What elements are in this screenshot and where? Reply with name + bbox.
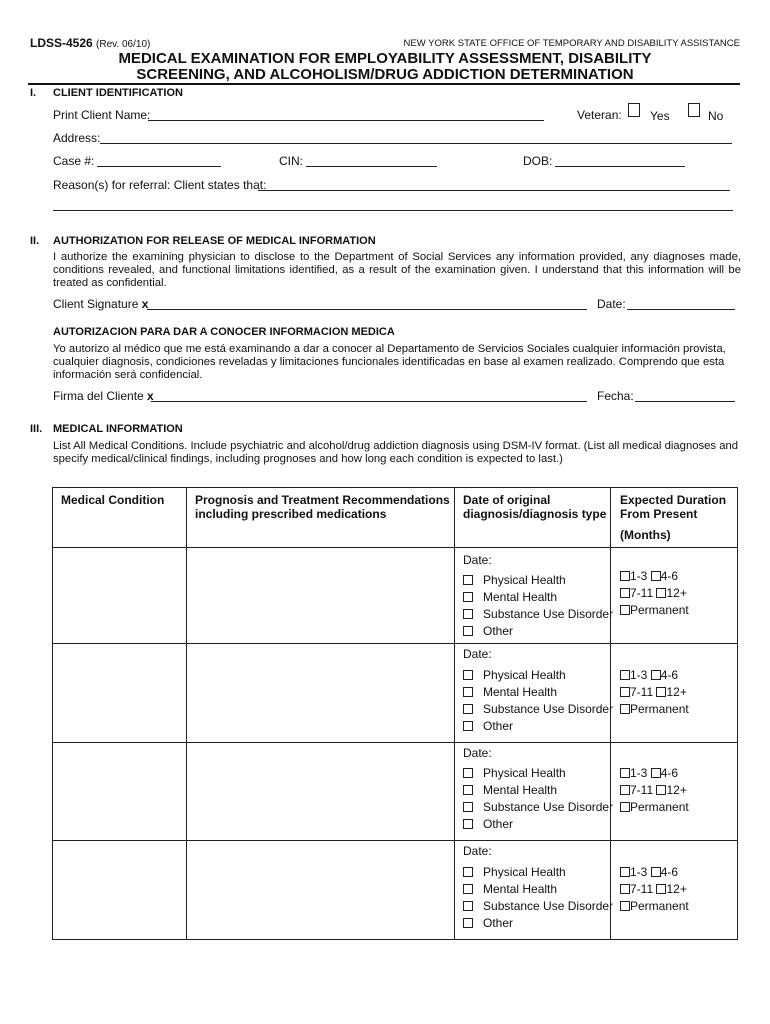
client-signature-text: Client Signature (53, 297, 139, 311)
col-header-duration-line1: Expected Duration (620, 493, 727, 507)
other-label: Other (483, 719, 514, 733)
dob-field[interactable] (555, 166, 685, 167)
veteran-yes-label: Yes (650, 109, 670, 123)
section3-title: MEDICAL INFORMATION (53, 423, 183, 435)
duration-permanent-label: Permanent (630, 702, 689, 716)
spanish-signature-label (53, 389, 154, 403)
other-label: Other (483, 916, 514, 930)
mental-health-label: Mental Health (483, 882, 558, 896)
veteran-label: Veteran: (577, 108, 622, 122)
duration-1-3-checkbox[interactable] (620, 768, 630, 778)
spanish-auth-title: AUTORIZACION PARA DAR A CONOCER INFORMACION MEDICA (53, 326, 395, 338)
duration-permanent-label: Permanent (630, 800, 689, 814)
duration-options (620, 568, 689, 619)
substance-use-label: Substance Use Disorder (483, 899, 614, 913)
col-header-duration-line3: (Months) (620, 528, 671, 542)
medical-condition-cell[interactable] (53, 743, 185, 839)
diagnosis-date-label: Date: (463, 844, 492, 858)
physical-health-checkbox[interactable] (463, 670, 473, 680)
authorization-text: I authorize the examining physician to disclose to the Department of Social Services any information provided, any diagnoses made, conditions revealed, and functional limitations identified, as a result of the examination given. I understand that this information will be treated as confidential. (53, 251, 741, 290)
duration-7-11-label: 7-11 (630, 685, 654, 699)
substance-use-label: Substance Use Disorder (483, 607, 614, 621)
client-name-field[interactable] (148, 120, 544, 121)
diagnosis-date-label: Date: (463, 746, 492, 760)
col-header-medical-condition: Medical Condition (61, 493, 165, 507)
medical-condition-cell[interactable] (53, 644, 185, 741)
col-header-diagnosis-line1: Date of original (463, 493, 551, 507)
reason-field-line1[interactable] (258, 190, 730, 191)
duration-1-3-label: 1-3 (630, 766, 648, 780)
prognosis-cell[interactable] (187, 644, 453, 741)
prognosis-cell[interactable] (187, 548, 453, 642)
other-checkbox[interactable] (463, 819, 473, 829)
duration-4-6-label: 4-6 (660, 766, 679, 780)
address-field[interactable] (100, 143, 732, 144)
section1-title: CLIENT IDENTIFICATION (53, 87, 183, 99)
duration-4-6-checkbox[interactable] (651, 867, 661, 877)
spanish-date-field[interactable] (635, 401, 735, 402)
medical-condition-cell[interactable] (53, 548, 185, 642)
spanish-signature-field[interactable] (151, 401, 587, 402)
duration-1-3-label: 1-3 (630, 668, 648, 682)
duration-permanent-checkbox[interactable] (620, 802, 630, 812)
address-label: Address: (53, 131, 101, 145)
mental-health-checkbox[interactable] (463, 785, 473, 795)
spanish-auth-text: Yo autorizo al médico que me está examinando a dar a conocer al Departamento de Servicios Sociales cualquier información provista, cualquier diagnosis, condiciones reveladas y limitaciones funcionales identificadas en base al examen realizado. Comprendo que esta información será confidencial. (53, 343, 726, 382)
duration-7-11-checkbox[interactable] (620, 785, 630, 795)
spanish-x-mark: x (147, 389, 154, 403)
diagnosis-types (463, 667, 613, 735)
dob-label: DOB: (523, 154, 553, 168)
mental-health-checkbox[interactable] (463, 687, 473, 697)
diagnosis-types (463, 765, 613, 833)
client-signature-label (53, 297, 148, 311)
form-id (30, 36, 150, 50)
substance-use-checkbox[interactable] (463, 802, 473, 812)
spanish-date-label: Fecha: (597, 389, 634, 403)
duration-12-plus-label: 12+ (666, 882, 687, 896)
other-checkbox[interactable] (463, 721, 473, 731)
client-signature-field[interactable] (147, 309, 587, 310)
duration-7-11-checkbox[interactable] (620, 687, 630, 697)
duration-7-11-label: 7-11 (630, 586, 654, 600)
duration-12-plus-label: 12+ (666, 685, 687, 699)
col-header-duration-line2: From Present (620, 507, 698, 521)
duration-permanent-checkbox[interactable] (620, 901, 630, 911)
date-field[interactable] (627, 309, 735, 310)
duration-12-plus-label: 12+ (666, 783, 687, 797)
spanish-signature-text: Firma del Cliente (53, 389, 144, 403)
form-revision: (Rev. 06/10) (96, 39, 151, 50)
duration-7-11-checkbox[interactable] (620, 884, 630, 894)
col-header-prognosis-line2: including prescribed medications (195, 507, 387, 521)
physical-health-checkbox[interactable] (463, 575, 473, 585)
diagnosis-date-label: Date: (463, 647, 492, 661)
duration-12-plus-checkbox[interactable] (656, 884, 666, 894)
veteran-yes-checkbox[interactable] (628, 103, 640, 117)
duration-1-3-label: 1-3 (630, 865, 648, 879)
veteran-no-label: No (708, 109, 724, 123)
col-header-prognosis-line1: Prognosis and Treatment Recommendations (195, 493, 450, 507)
substance-use-label: Substance Use Disorder (483, 702, 614, 716)
diagnosis-date-label: Date: (463, 553, 492, 567)
other-checkbox[interactable] (463, 918, 473, 928)
cin-field[interactable] (306, 166, 437, 167)
reason-field-line2[interactable] (53, 210, 733, 211)
col-header-prognosis (195, 493, 450, 521)
duration-options (620, 667, 689, 718)
duration-1-3-checkbox[interactable] (620, 867, 630, 877)
physical-health-label: Physical Health (483, 865, 566, 879)
section3-number: III. (30, 423, 43, 435)
client-name-label: Print Client Name: (53, 108, 151, 122)
col-header-duration (620, 493, 726, 542)
prognosis-cell[interactable] (187, 743, 453, 839)
prognosis-cell[interactable] (187, 841, 453, 939)
agency-name: NEW YORK STATE OFFICE OF TEMPORARY AND DISABILITY ASSISTANCE (403, 38, 740, 49)
physical-health-label: Physical Health (483, 766, 566, 780)
signature-x-mark: x (141, 297, 149, 311)
duration-permanent-checkbox[interactable] (620, 704, 630, 714)
section2-number: II. (30, 235, 40, 247)
substance-use-checkbox[interactable] (463, 704, 473, 714)
duration-4-6-checkbox[interactable] (651, 768, 661, 778)
section1-number: I. (30, 87, 37, 99)
duration-7-11-label: 7-11 (630, 783, 654, 797)
mental-health-checkbox[interactable] (463, 592, 473, 602)
physical-health-label: Physical Health (483, 573, 566, 587)
other-checkbox[interactable] (463, 626, 473, 636)
duration-7-11-checkbox[interactable] (620, 588, 630, 598)
other-label: Other (483, 817, 514, 831)
medical-condition-cell[interactable] (53, 841, 185, 939)
duration-12-plus-checkbox[interactable] (656, 588, 666, 598)
cin-label: CIN: (279, 154, 303, 168)
form-number: LDSS-4526 (30, 36, 93, 50)
duration-permanent-label: Permanent (630, 899, 689, 913)
date-label: Date: (597, 297, 626, 311)
physical-health-checkbox[interactable] (463, 867, 473, 877)
medical-info-text: List All Medical Conditions. Include psychiatric and alcohol/drug addiction diagnosis using DSM-IV format. (List all medical diagnoses and specify medical/clinical findings, including prognoses and how long each condition is expected to last.) (53, 440, 739, 466)
reason-label: Reason(s) for referral: Client states that: (53, 178, 267, 192)
duration-4-6-label: 4-6 (660, 865, 679, 879)
table-divider (454, 487, 455, 940)
form-title-line1: MEDICAL EXAMINATION FOR EMPLOYABILITY ASSESSMENT, DISABILITY (118, 50, 652, 67)
header-rule (28, 83, 740, 85)
duration-12-plus-label: 12+ (666, 586, 687, 600)
physical-health-checkbox[interactable] (463, 768, 473, 778)
case-field[interactable] (97, 166, 221, 167)
mental-health-label: Mental Health (483, 685, 558, 699)
duration-7-11-label: 7-11 (630, 882, 654, 896)
mental-health-label: Mental Health (483, 783, 558, 797)
col-header-diagnosis-date (463, 493, 606, 521)
diagnosis-types (463, 572, 613, 640)
section2-title: AUTHORIZATION FOR RELEASE OF MEDICAL INFORMATION (53, 235, 376, 247)
duration-1-3-label: 1-3 (630, 569, 648, 583)
duration-1-3-checkbox[interactable] (620, 571, 630, 581)
mental-health-label: Mental Health (483, 590, 558, 604)
duration-4-6-checkbox[interactable] (651, 670, 661, 680)
duration-12-plus-checkbox[interactable] (656, 785, 666, 795)
duration-permanent-label: Permanent (630, 603, 689, 617)
form-title-line2: SCREENING, AND ALCOHOLISM/DRUG ADDICTION DETERMINATION (136, 66, 634, 83)
duration-1-3-checkbox[interactable] (620, 670, 630, 680)
substance-use-checkbox[interactable] (463, 609, 473, 619)
duration-4-6-label: 4-6 (660, 569, 679, 583)
duration-options (620, 765, 689, 816)
duration-12-plus-checkbox[interactable] (656, 687, 666, 697)
duration-options (620, 864, 689, 915)
duration-4-6-label: 4-6 (660, 668, 679, 682)
duration-permanent-checkbox[interactable] (620, 605, 630, 615)
veteran-no-checkbox[interactable] (688, 103, 700, 117)
mental-health-checkbox[interactable] (463, 884, 473, 894)
substance-use-checkbox[interactable] (463, 901, 473, 911)
diagnosis-types (463, 864, 613, 932)
physical-health-label: Physical Health (483, 668, 566, 682)
case-label: Case #: (53, 154, 95, 168)
col-header-diagnosis-line2: diagnosis/diagnosis type (463, 507, 607, 521)
duration-4-6-checkbox[interactable] (651, 571, 661, 581)
other-label: Other (483, 624, 514, 638)
substance-use-label: Substance Use Disorder (483, 800, 614, 814)
